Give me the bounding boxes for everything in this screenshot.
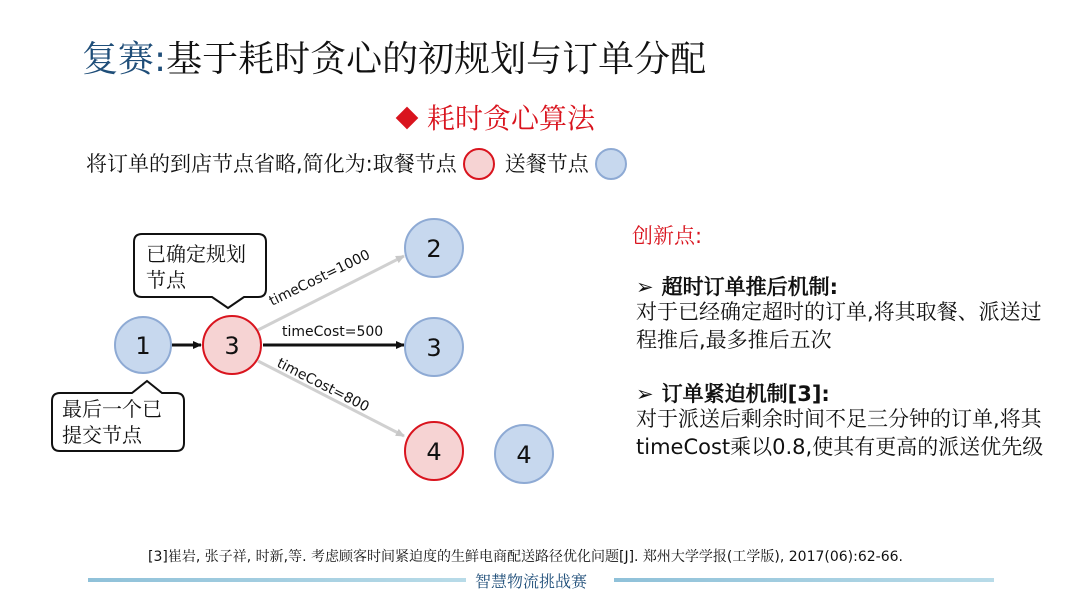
mechanism-1-heading: [636, 271, 838, 301]
legend-pickup-label: 取餐节点: [372, 152, 457, 176]
node-4-delivery-label: 4: [516, 441, 532, 469]
mechanism-2-heading: [636, 378, 830, 408]
mechanism-2-heading-text: 订单紧迫机制[3]:: [661, 382, 830, 406]
title-main: 基于耗时贪心的初规划与订单分配: [166, 39, 707, 80]
legend-delivery-label: 送餐节点: [504, 152, 589, 176]
legend-intro: 将订单的到店节点省略,简化为:: [86, 152, 373, 176]
mechanism-1-heading-text: 超时订单推后机制:: [661, 275, 839, 299]
title-accent: 复赛:: [82, 39, 167, 80]
callout-last-text: [62, 396, 162, 448]
subtitle-text: 耗时贪心算法: [427, 102, 596, 135]
callout-confirmed-line-1: 已确定规划: [146, 242, 246, 266]
reference-citation: [3]崔岩, 张子祥, 时新,等. 考虑顾客时间紧迫度的生鲜电商配送路径优化问题[J]. 郑州大学学报(工学版), 2017(06):62-66.: [148, 549, 903, 565]
node-3-pickup-label: 3: [224, 332, 240, 360]
node-4-pickup: [405, 422, 463, 480]
node-1: [115, 317, 171, 373]
mechanism-2-body: 对于派送后剩余时间不足三分钟的订单,将其timeCost乘以0.8,使其有更高的派送优先级: [636, 407, 1044, 459]
node-3-pickup: [203, 316, 261, 374]
footer-line-right: [614, 578, 994, 582]
edge-label-3-to-4: timeCost=800: [274, 355, 372, 416]
node-4-delivery: [495, 425, 553, 483]
edge-label-3-to-3: timeCost=500: [282, 324, 384, 340]
node-3-delivery: [405, 318, 463, 376]
footer-text: 智慧物流挑战赛: [475, 572, 588, 591]
callout-last-line-1: 最后一个已: [62, 397, 162, 421]
callout-confirmed-text: [146, 241, 246, 293]
edge-label-3-to-2: timeCost=1000: [266, 246, 373, 310]
node-2: [405, 219, 463, 277]
arrow-bullet-icon: ➢: [636, 382, 654, 406]
mechanism-1-body: 对于已经确定超时的订单,将其取餐、派送过程推后,最多推后五次: [636, 300, 1042, 352]
node-1-label: 1: [135, 332, 151, 360]
node-4-pickup-label: 4: [426, 438, 442, 466]
callout-confirmed-line-2: 节点: [146, 268, 186, 292]
node-3-delivery-label: 3: [426, 334, 442, 362]
node-2-label: 2: [426, 235, 442, 263]
innovation-title: 创新点:: [632, 224, 703, 248]
footer-line-left: [88, 578, 466, 582]
arrow-bullet-icon: ➢: [636, 275, 654, 299]
callout-last-line-2: 提交节点: [62, 423, 142, 447]
